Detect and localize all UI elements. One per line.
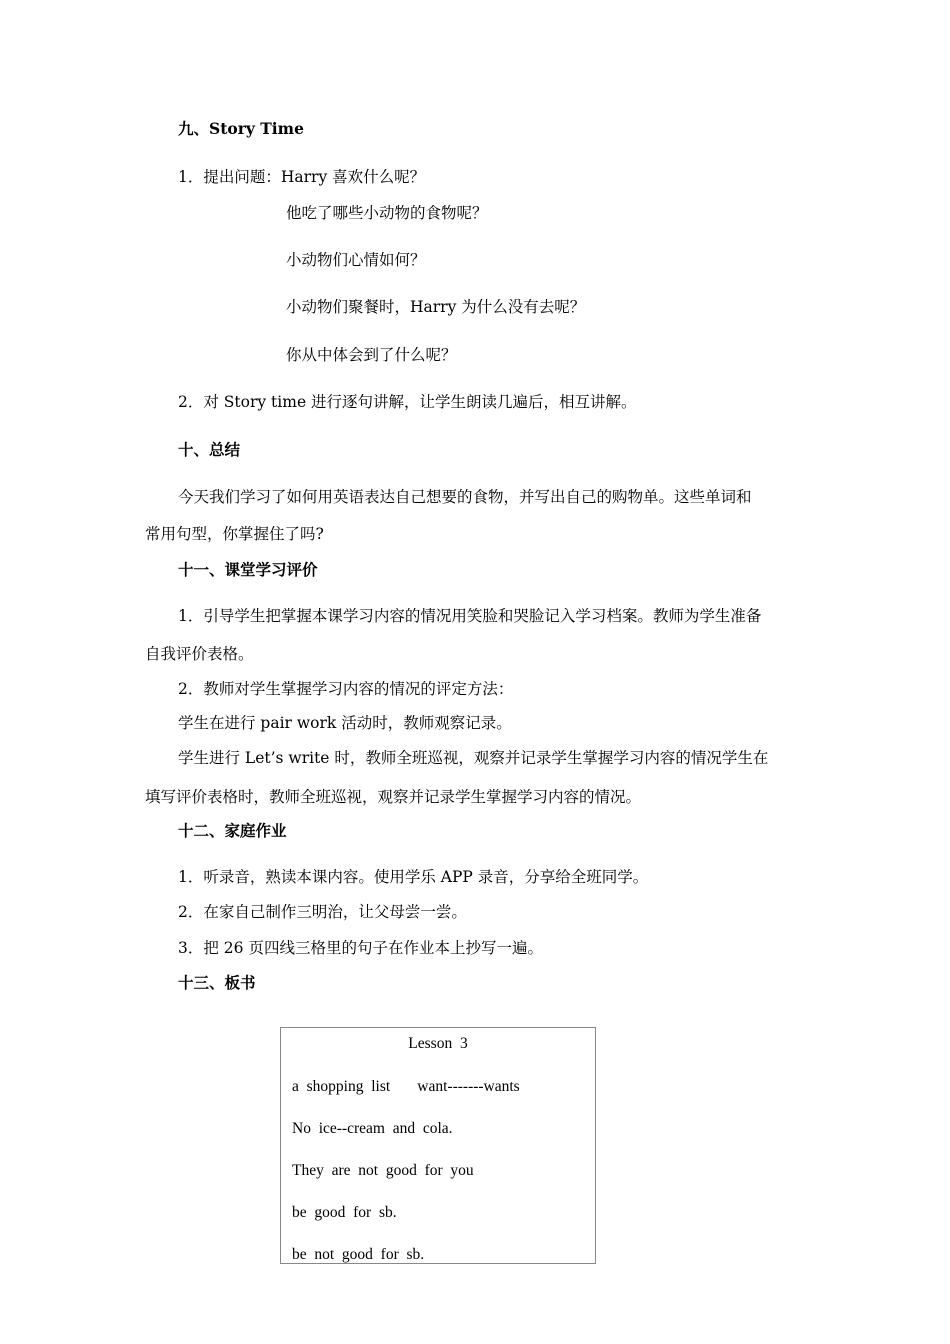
homework-item-2: 2．在家自己制作三明治，让父母尝一尝。 [178,903,467,921]
section-11-paragraph-4-line-1: 学生进行 Let’s write 时，教师全班巡视，观察并记录学生掌握学习内容的情况学生在 [178,749,769,767]
homework-item-3: 3．把 26 页四线三格里的句子在作业本上抄写一遍。 [178,939,543,957]
section-9-heading: 九、Story Time [178,119,304,138]
section-11-paragraph-4-line-2: 填写评价表格时，教师全班巡视，观察并记录学生掌握学习内容的情况。 [145,788,642,806]
section-13-heading: 十三、板书 [178,973,256,992]
section-10-paragraph-line-1: 今天我们学习了如何用英语表达自己想要的食物，并写出自己的购物单。这些单词和 [178,488,752,506]
section-9-paragraph-2: 2．对 Story time 进行逐句讲解，让学生朗读几遍后，相互讲解。 [178,393,637,411]
board-line-2: No ice--cream and cola. [292,1120,453,1137]
section-11-paragraph-1-line-2: 自我评价表格。 [145,645,254,663]
section-10-heading: 十、总结 [178,440,241,459]
section-9-question-2: 他吃了哪些小动物的食物呢？ [286,204,488,222]
board-line-4: be good for sb. [292,1204,397,1221]
board-title: Lesson 3 [408,1035,468,1052]
section-11-paragraph-3: 学生在进行 pair work 活动时，教师观察记录。 [178,714,512,732]
section-9-question-5: 你从中体会到了什么呢？ [286,346,457,364]
board-line-1: a shopping list want-------wants [292,1078,520,1095]
section-9-question-1: 1．提出问题：Harry 喜欢什么呢？ [178,168,426,186]
section-11-paragraph-1-line-1: 1．引导学生把掌握本课学习内容的情况用笑脸和哭脸记入学习档案。教师为学生准备 [178,607,762,625]
section-10-paragraph-line-2: 常用句型，你掌握住了吗? [145,525,324,543]
section-9-question-4: 小动物们聚餐时，Harry 为什么没有去呢？ [286,298,586,316]
section-12-heading: 十二、家庭作业 [178,821,287,840]
section-11-heading: 十一、课堂学习评价 [178,560,318,579]
board-line-3: They are not good for you [292,1162,474,1179]
blackboard-box [280,1027,596,1264]
board-line-5: be not good for sb. [292,1246,425,1263]
section-11-paragraph-2: 2．教师对学生掌握学习内容的情况的评定方法： [178,680,514,698]
section-9-question-3: 小动物们心情如何？ [286,251,426,269]
homework-item-1: 1．听录音，熟读本课内容。使用学乐 APP 录音，分享给全班同学。 [178,868,649,886]
